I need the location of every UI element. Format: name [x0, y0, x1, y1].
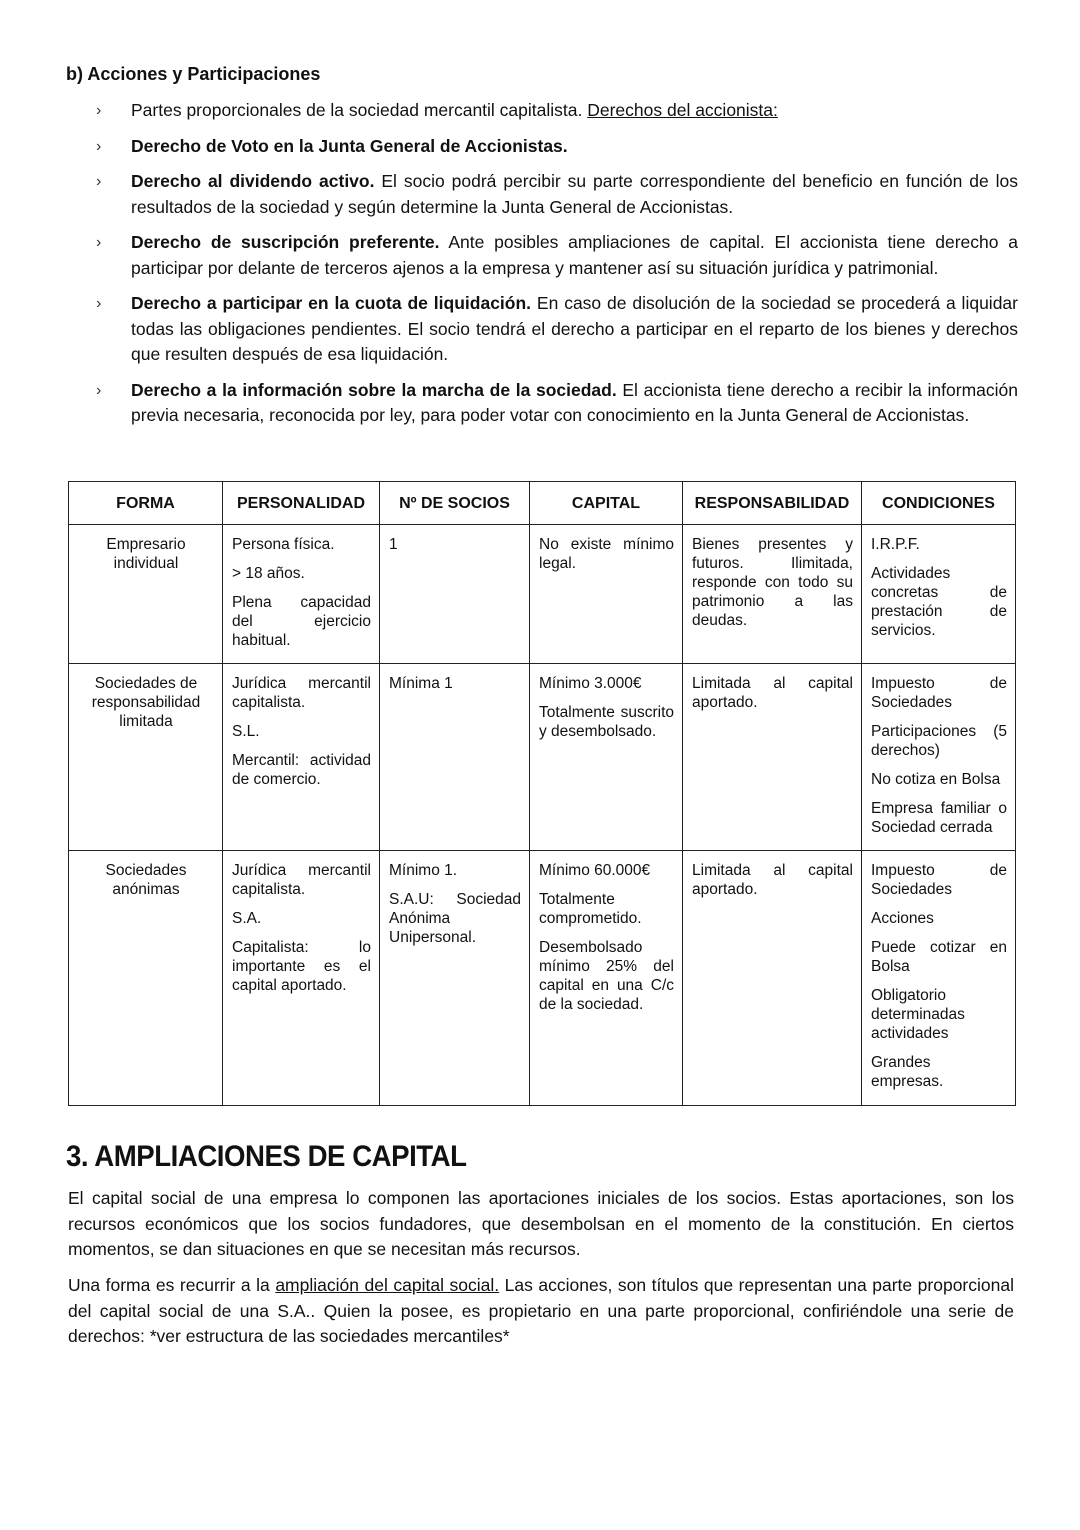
chevron-right-icon: ›	[96, 295, 102, 312]
cell-socios: 1	[380, 525, 530, 664]
header-capital: CAPITAL	[530, 482, 683, 525]
bullet-bold: Derecho a participar en la cuota de liquidación.	[131, 293, 532, 313]
cell-socios: Mínima 1	[380, 664, 530, 851]
table-row	[69, 851, 1016, 1106]
cell-socios: Mínimo 1. S.A.U: Sociedad Anónima Unipersonal.	[380, 851, 530, 1106]
cell-personalidad: Jurídica mercantil capitalista. S.A. Capitalista: lo importante es el capital aportado.	[223, 851, 380, 1106]
bullet-bold: Derecho al dividendo activo.	[131, 171, 375, 191]
section-b-title: b) Acciones y Participaciones	[66, 64, 321, 84]
header-responsabilidad: RESPONSABILIDAD	[683, 482, 862, 525]
cell-responsabilidad: Limitada al capital aportado.	[683, 851, 862, 1106]
chevron-right-icon: ›	[96, 137, 102, 155]
cell-responsabilidad: Limitada al capital aportado.	[683, 664, 862, 851]
cell-responsabilidad: Bienes presentes y futuros. Ilimitada, responde con todo su patrimonio a las deudas.	[683, 525, 862, 664]
chevron-right-icon: ›	[96, 234, 102, 251]
table-row	[69, 525, 1016, 664]
bullet-bold: Derecho de suscripción preferente.	[131, 232, 440, 252]
cell-capital: No existe mínimo legal.	[530, 525, 683, 664]
list-item	[96, 98, 1018, 124]
header-forma: FORMA	[69, 482, 223, 525]
company-forms-table	[68, 481, 1016, 1106]
underlined-term: ampliación del capital social.	[275, 1275, 500, 1295]
chevron-right-icon: ›	[96, 173, 102, 190]
paragraph-ampliacion: Una forma es recurrir a la ampliación del capital social. Las acciones, son títulos que representan una parte proporcional del capital social de una S.A.. Quien la posee, es propietario en una parte proporcional, confiriéndole una serie de derechos: *ver estructura de las sociedades mercantiles*	[68, 1275, 1014, 1346]
list-item	[96, 169, 1018, 220]
cell-forma: Sociedades de responsabilidad limitada	[69, 664, 223, 851]
list-item	[96, 230, 1018, 281]
cell-capital: Mínimo 3.000€ Totalmente suscrito y desembolsado.	[530, 664, 683, 851]
bullet-text: El socio podrá percibir su parte correspondiente del beneficio en función de los resultados de la sociedad y según determine la Junta General de Accionistas.	[131, 171, 1018, 217]
paragraph-capital-social: El capital social de una empresa lo componen las aportaciones iniciales de los socios. Estas aportaciones, son los recursos económicos que los socios fundadores, que desembolsan en el momento de la constitución. En ciertos momentos, se dan situaciones en que se necesitan más recursos.	[68, 1188, 1014, 1259]
cell-condiciones: Impuesto de Sociedades Acciones Puede cotizar en Bolsa Obligatorio determinadas actividades Grandes empresas.	[862, 851, 1016, 1106]
bullet-text: En caso de disolución de la sociedad se procederá a liquidar todas las obligaciones pendientes. El socio tendrá el derecho a participar en el reparto de los bienes y derechos que resulten después de esa liquidación.	[131, 293, 1018, 364]
table-row	[69, 664, 1016, 851]
table-header-row	[69, 482, 1016, 525]
list-item	[96, 134, 1018, 160]
header-condiciones: CONDICIONES	[862, 482, 1016, 525]
rights-list	[96, 98, 1018, 439]
header-personalidad: PERSONALIDAD	[223, 482, 380, 525]
cell-capital: Mínimo 60.000€ Totalmente comprometido. Desembolsado mínimo 25% del capital en una C/c de la sociedad.	[530, 851, 683, 1106]
cell-forma: Sociedades anónimas	[69, 851, 223, 1106]
bullet-bold: Derecho a la información sobre la marcha de la sociedad.	[131, 379, 617, 400]
bullet-bold: Derecho de Voto en la Junta General de Accionistas.	[131, 135, 568, 156]
cell-personalidad: Persona física. > 18 años. Plena capacidad del ejercicio habitual.	[223, 525, 380, 664]
chevron-right-icon: ›	[96, 381, 102, 399]
section-3-title: 3. AMPLIACIONES DE CAPITAL	[66, 1140, 467, 1173]
bullet-text: Partes proporcionales de la sociedad mercantil capitalista.	[131, 100, 588, 120]
cell-condiciones: I.R.P.F. Actividades concretas de prestación de servicios.	[862, 525, 1016, 664]
bullet-underlined-text: Derechos del accionista:	[587, 100, 778, 120]
header-socios: Nº DE SOCIOS	[380, 482, 530, 525]
cell-forma: Empresario individual	[69, 525, 223, 664]
list-item	[96, 291, 1018, 368]
cell-condiciones: Impuesto de Sociedades Participaciones (5 derechos) No cotiza en Bolsa Empresa familiar o Sociedad cerrada	[862, 664, 1016, 851]
list-item	[96, 378, 1018, 429]
bullet-text: El accionista tiene derecho a recibir la información previa necesaria, reconocida por ley, para poder votar con conocimiento en la Junta General de Accionistas.	[131, 379, 1018, 425]
bullet-text: Ante posibles ampliaciones de capital. El accionista tiene derecho a participar por delante de terceros ajenos a la empresa y mantener así su situación jurídica y patrimonial.	[131, 232, 1018, 278]
chevron-right-icon: ›	[96, 102, 102, 119]
cell-personalidad: Jurídica mercantil capitalista. S.L. Mercantil: actividad de comercio.	[223, 664, 380, 851]
